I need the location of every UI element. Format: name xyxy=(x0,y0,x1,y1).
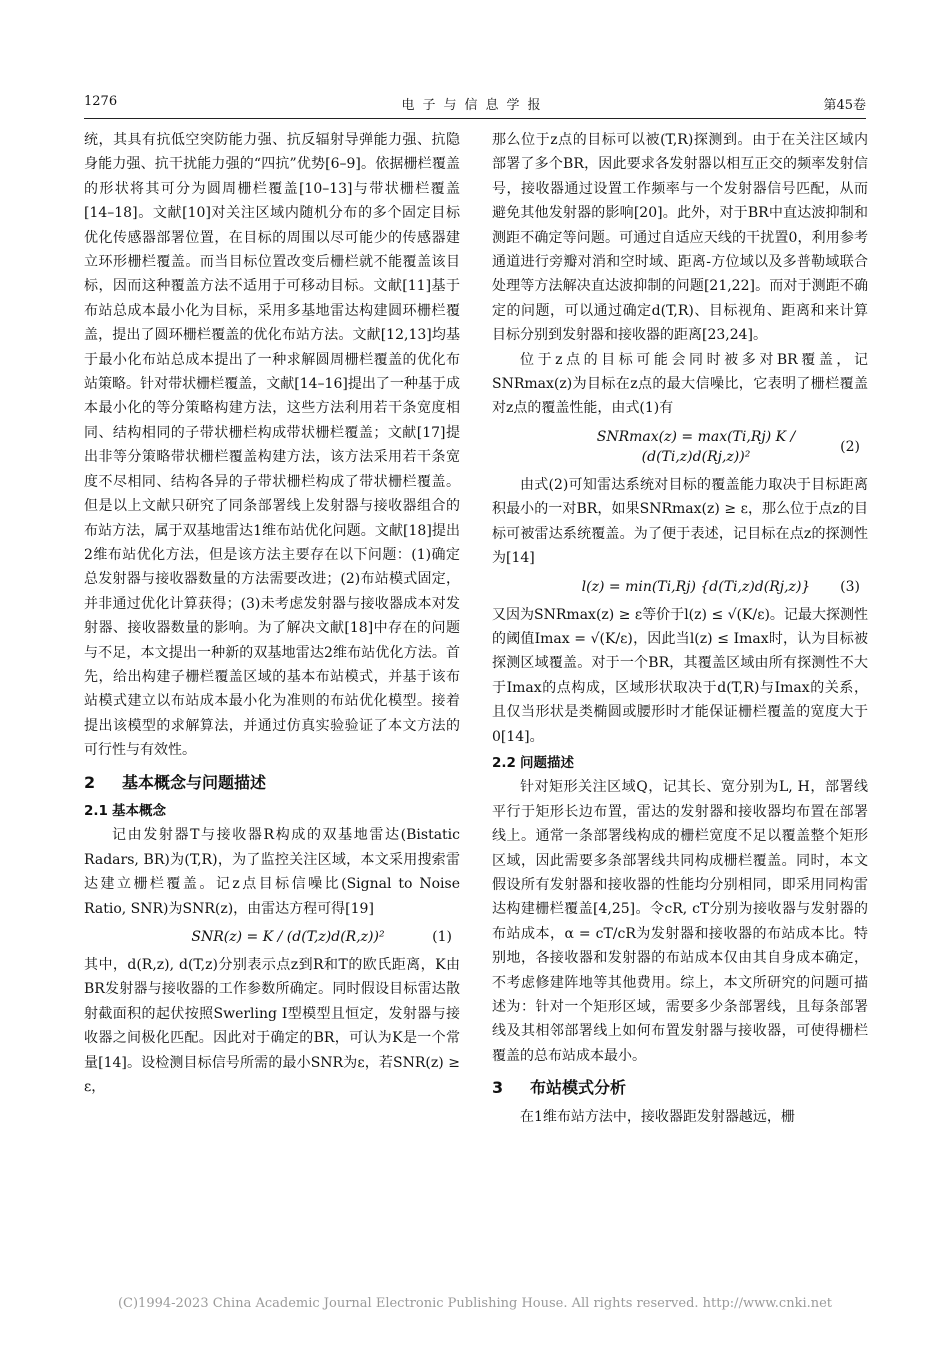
subsection-heading-2-1 xyxy=(84,799,460,823)
subsection-number: 2.2 xyxy=(492,754,516,771)
section-heading-2 xyxy=(84,771,460,795)
subsection-title: 基本概念 xyxy=(112,802,166,819)
equation-formula: SNR(z) = K / (d(T,z)d(R,z))² xyxy=(191,929,385,945)
equation-3 xyxy=(492,571,868,603)
copyright-footer: (C)1994-2023 China Academic Journal Electronic Publishing House. All rights reserved. http://www.cnki.net xyxy=(117,1296,833,1311)
equation-number: (1) xyxy=(432,929,452,945)
concept-paragraph: 记由发射器T与接收器R构成的双基地雷达(Bistatic Radars, BR)为(T,R)，为了监控关注区域，本文采用搜索雷达建立栅栏覆盖。记z点目标信噪比(Signal to Noise Ratio, SNR)为SNR(z)，由雷达方程可得[19] xyxy=(84,827,460,917)
journal-name: 电子与信息学报 xyxy=(401,98,549,113)
intro-paragraph: 统，其具有抗低空突防能力强、抗反辐射导弹能力强、抗隐身能力强、抗干扰能力强的“四抗”优势[6–9]。依据栅栏覆盖的形状将其可分为圆周栅栏覆盖[10–13]与带状栅栏覆盖[14–18]。文献[10]对关注区域内随机分布的多个固定目标优化传感器部署位置，在目标的周围以尽可能少的传感器建立环形栅栏覆盖。而当目标位置改变后栅栏就不能覆盖该目标，因而这种覆盖方法不适用于可移动目标。文献[11]基于布站总成本最小化为目标，采用多基地雷达构建圆环栅栏覆盖，提出了圆环栅栏覆盖的优化布站方法。文献[12,13]均基于最小化布站总成本提出了一种求解圆周栅栏覆盖的优化布站策略。针对带状栅栏覆盖，文献[14–16]提出了一种基于成本最小化的等分策略构建方法，这些方法利用若干条宽度相同、结构相同的子带状栅栏构成带状栅栏覆盖；文献[17]提出非等分策略带状栅栏覆盖构建方法，该方法采用若干条宽度不尽相同、结构各异的子带状栅栏构成了带状栅栏覆盖。但是以上文献只研究了同条部署线上发射器与接收器组合的布站方法，属于双基地雷达1维布站优化问题。文献[18]提出2维布站优化方法，但是该方法主要存在以下问题：(1)确定总发射器与接收器数量的方法需要改进；(2)布站模式固定，并非通过优化计算获得；(3)未考虑发射器与接收器成本对发射器、接收器数量的影响。为了解决文献[18]中存在的问题与不足，本文提出一种新的双基地雷达2维布站优化方法。首先，给出构建子栅栏覆盖区域的基本布站模式，并基于该布站模式建立以布站成本最小化为准则的布站优化模型。接着提出该模型的求解算法，并通过仿真实验验证了本文方法的可行性与有效性。 xyxy=(84,132,460,759)
threshold-paragraph: 又因为SNRmax(z) ≥ ε等价于l(z) ≤ √(K/ε)。记最大探测性的阈值Imax = √(K/ε)，因此当l(z) ≤ Imax时，认为目标被探测区域覆盖。对于一个BR，其覆盖区域由所有探测性不大于Imax的点构成，区域形状取决于d(T,R)与Imax的关系，且仅当形状是类椭圆或腰形时才能保证栅栏覆盖的宽度大于0[14]。 xyxy=(492,606,868,745)
equation-number: (3) xyxy=(840,578,860,595)
page-header xyxy=(84,94,866,114)
equation-number: (2) xyxy=(840,438,860,455)
section-number: 3 xyxy=(492,1078,504,1098)
section-title: 基本概念与问题描述 xyxy=(122,772,267,792)
left-column xyxy=(84,128,460,1099)
problem-paragraph: 针对矩形关注区域Q，记其长、宽分别为L, H，部署线平行于矩形长边布置，雷达的发射器和接收器均布置在部署线上。通常一条部署线构成的栅栏宽度不足以覆盖整个矩形区域，因此需要多条部署线共同构成栅栏覆盖。同时，本文假设所有发射器和接收器的性能均分别相同，即采用同构雷达构建栅栏覆盖[4,25]。令cR, cT分别为接收器与发射器的布站成本，α = cT/cR为发射器和接收器的布站成本比。特别地，各接收器和发射器的布站成本仅由其自身成本确定，不考虑修建阵地等其他费用。综上，本文所研究的问题可描述为：针对一个矩形区域，需要多少条部署线，且每条部署线及其相邻部署线上如何布置发射器与接收器，可使得栅栏覆盖的总布站成本最小。 xyxy=(492,779,868,1064)
equation-2 xyxy=(492,421,868,473)
continuation-paragraph: 那么位于z点的目标可以被(T,R)探测到。由于在关注区域内部署了多个BR，因此要求各发射器以相互正交的频率发射信号，接收器通过设置工作频率与一个发射器信号匹配，从而避免其他发射器的影响[20]。此外，对于BR中直达波抑制和测距不确定等问题。可通过自适应天线的干扰置0，利用参考通道进行旁瓣对消和空时域、距离-方位域以及多普勒域联合处理等方法解决直达波抑制的问题[21,22]。而对于测距不确定的问题，可以通过确定d(T,R)、目标视角、距离和来计算目标分别到发射器和接收器的距离[23,24]。 xyxy=(492,132,868,344)
equation-formula: SNRmax(z) = max(Ti,Rj) K / (d(Ti,z)d(Rj,z))² xyxy=(596,428,796,465)
equation-1 xyxy=(84,921,460,953)
subsection-number: 2.1 xyxy=(84,802,108,819)
page-number: 1276 xyxy=(84,94,118,109)
section-heading-3 xyxy=(492,1076,868,1100)
subsection-title: 问题描述 xyxy=(520,754,574,771)
header-rule xyxy=(84,118,866,119)
right-column xyxy=(492,128,868,1129)
coverage-paragraph: 由式(2)可知雷达系统对目标的覆盖能力取决于目标距离积最小的一对BR，如果SNRmax(z) ≥ ε，那么位于点z的目标可被雷达系统覆盖。为了便于表述，记目标在点z的探测性为[14] xyxy=(492,476,868,567)
definition-paragraph: 其中，d(R,z), d(T,z)分别表示点z到R和T的欧氏距离，K由BR发射器与接收器的工作参数所确定。同时假设目标雷达散射截面积的起伏按照Swerling I型模型且恒定，发射器与接收器之间极化匹配。因此对于确定的BR，可认为K是一个常量[14]。设检测目标信号所需的最小SNR为ε，若SNR(z) ≥ ε， xyxy=(84,957,460,1096)
subsection-heading-2-2 xyxy=(492,751,868,775)
section-title: 布站模式分析 xyxy=(530,1078,627,1098)
equation-formula: l(z) = min(Ti,Rj) {d(Ti,z)d(Rj,z)} xyxy=(581,578,811,595)
section-number: 2 xyxy=(84,772,96,792)
section3-paragraph: 在1维布站方法中，接收器距发射器越远，栅 xyxy=(520,1108,795,1125)
snr-paragraph: 位于z点的目标可能会同时被多对BR覆盖，记SNRmax(z)为目标在z点的最大信噪比，它表明了栅栏覆盖对z点的覆盖性能，由式(1)有 xyxy=(492,351,868,417)
volume-label: 第45卷 xyxy=(823,98,866,113)
